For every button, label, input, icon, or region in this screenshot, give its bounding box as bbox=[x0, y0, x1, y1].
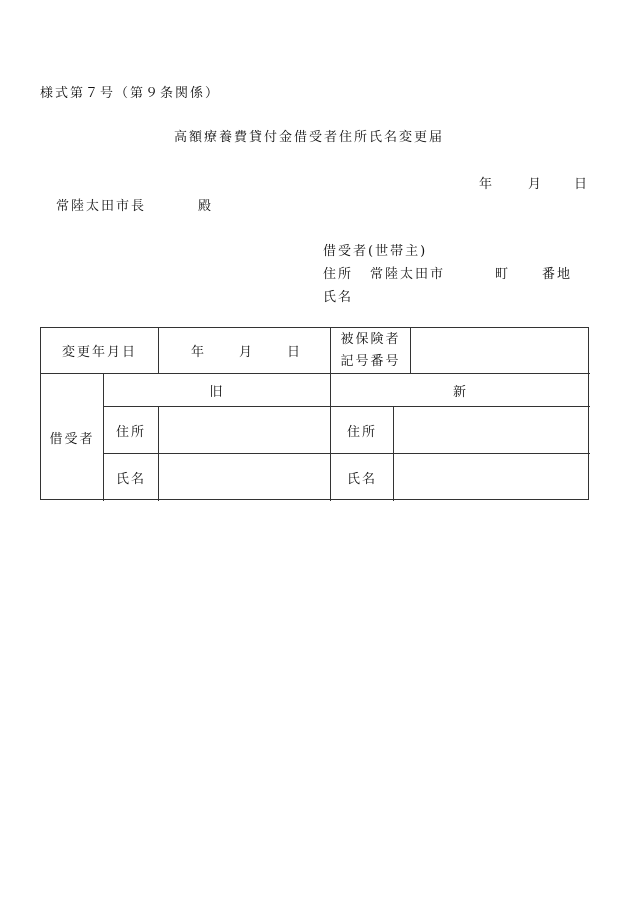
change-date-year: 年 bbox=[191, 345, 207, 360]
insured-label bbox=[331, 328, 410, 373]
old-address-value bbox=[159, 407, 330, 453]
applicant-name-label: 氏名 bbox=[323, 290, 354, 305]
new-address-value bbox=[394, 407, 590, 453]
old-address-label: 住所 bbox=[115, 424, 146, 440]
old-column-header: 旧 bbox=[209, 384, 225, 400]
applicant-city: 常陸太田市 bbox=[370, 267, 446, 282]
borrower-label: 借受者 bbox=[49, 432, 95, 447]
insured-label-line2: 記号番号 bbox=[340, 353, 401, 369]
new-name-label: 氏名 bbox=[346, 472, 377, 487]
applicant-banchi: 番地 bbox=[542, 267, 573, 282]
document-title: 高額療養費貸付金借受者住所氏名変更届 bbox=[174, 130, 445, 145]
change-date-day: 日 bbox=[287, 345, 303, 360]
addressee-name: 常陸太田市長 bbox=[56, 199, 147, 214]
form-number: 様式第７号（第９条関係） bbox=[40, 86, 221, 101]
applicant-address-label: 住所 bbox=[323, 267, 354, 282]
change-table bbox=[40, 327, 589, 500]
insured-number-value bbox=[411, 328, 590, 373]
addressee-honorific: 殿 bbox=[198, 199, 214, 214]
date-month: 月 bbox=[528, 177, 544, 192]
old-name-value bbox=[159, 454, 330, 501]
change-date-month: 月 bbox=[239, 345, 255, 360]
applicant-heading: 借受者(世帯主) bbox=[323, 244, 428, 259]
new-column-header: 新 bbox=[452, 384, 468, 400]
new-address-label: 住所 bbox=[346, 424, 377, 440]
applicant-town: 町 bbox=[495, 267, 511, 282]
old-name-label: 氏名 bbox=[115, 472, 146, 487]
change-date-value bbox=[159, 328, 330, 373]
date-year: 年 bbox=[479, 177, 495, 192]
date-day: 日 bbox=[574, 177, 590, 192]
new-name-value bbox=[394, 454, 590, 501]
insured-label-line1: 被保険者 bbox=[340, 331, 401, 347]
change-date-label: 変更年月日 bbox=[61, 345, 137, 360]
